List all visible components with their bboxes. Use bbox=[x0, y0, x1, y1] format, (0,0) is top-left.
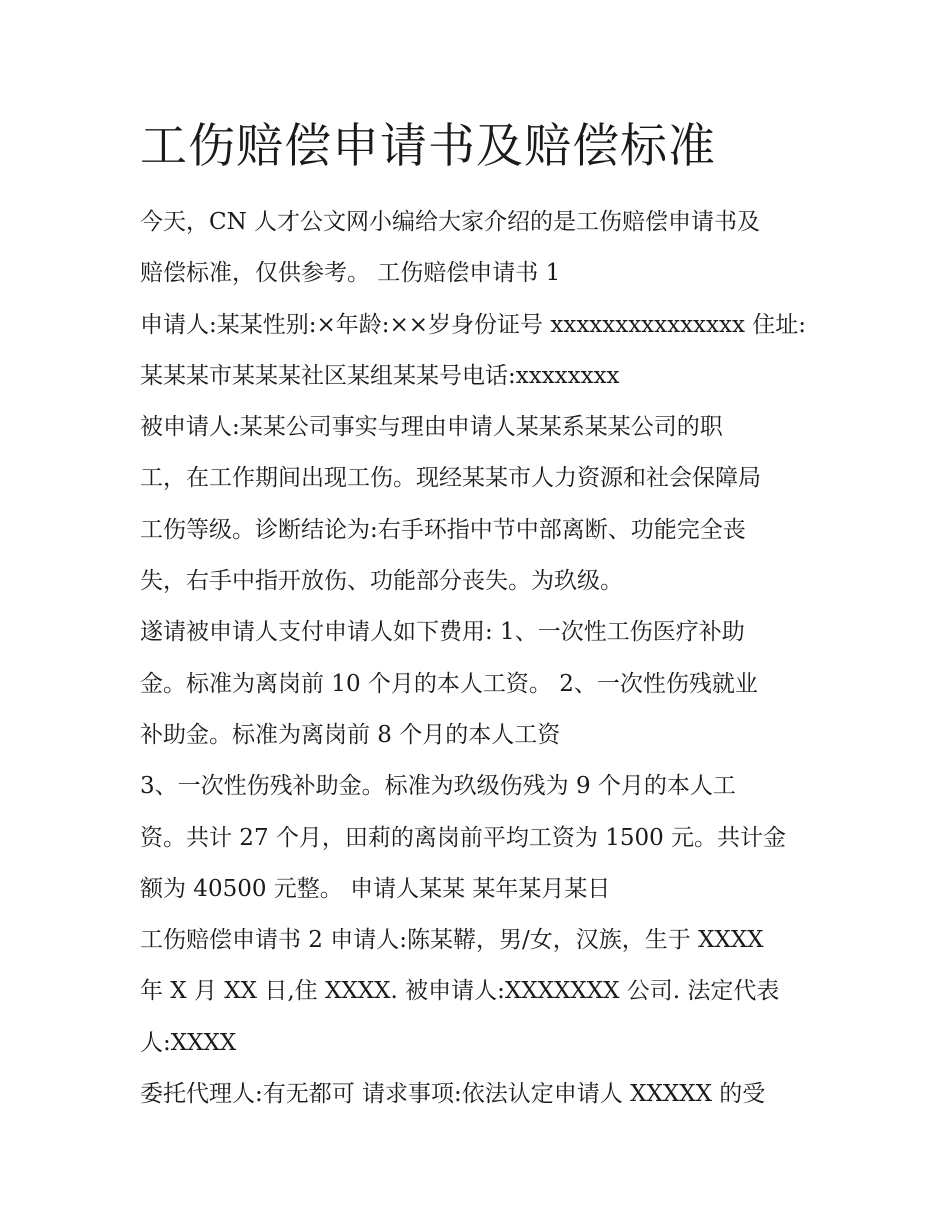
text-line: 委托代理人:有无都可 请求事项:依法认定申请人 XXXXX 的受 bbox=[140, 1081, 766, 1108]
document-title: 工伤赔偿申请书及赔偿标准 bbox=[140, 119, 716, 174]
text-line: 3、一次性伤残补助金。标准为玖级伤残为 9 个月的本人工 bbox=[140, 773, 736, 800]
text-line: 被申请人:某某公司事实与理由申请人某某系某某公司的职 bbox=[140, 414, 723, 441]
text-line: 某某某市某某某社区某组某某号电话:xxxxxxxx bbox=[140, 362, 620, 389]
text-line: 资。共计 27 个月，田莉的离岗前平均工资为 1500 元。共计金 bbox=[140, 824, 787, 851]
text-line: 申请人:某某性别:×年龄:××岁身份证号 xxxxxxxxxxxxxxx 住址: bbox=[140, 311, 807, 338]
document-body bbox=[140, 197, 820, 1120]
text-line: 金。标准为离岗前 10 个月的本人工资。 2、一次性伤残就业 bbox=[140, 670, 758, 697]
text-line: 额为 40500 元整。 申请人某某 某年某月某日 bbox=[140, 875, 611, 902]
text-line: 工，在工作期间出现工伤。现经某某市人力资源和社会保障局 bbox=[140, 465, 761, 492]
text-line: 人:XXXX bbox=[140, 1029, 237, 1056]
text-line: 工伤赔偿申请书 2 申请人:陈某鞯，男/女，汉族，生于 XXXX bbox=[140, 927, 764, 954]
text-line: 今天，CN 人才公文网小编给大家介绍的是工伤赔偿申请书及 bbox=[140, 209, 761, 235]
text-line: 年 X 月 XX 日,住 XXXX. 被申请人:XXXXXXX 公司. 法定代表 bbox=[140, 978, 780, 1005]
text-line: 失，右手中指开放伤、功能部分丧失。为玖级。 bbox=[140, 568, 623, 595]
text-line: 赔偿标准，仅供参考。 工伤赔偿申请书 1 bbox=[140, 260, 561, 287]
text-line: 工伤等级。诊断结论为:右手环指中节中部离断、功能完全丧 bbox=[140, 516, 746, 543]
text-line: 补助金。标准为离岗前 8 个月的本人工资 bbox=[140, 721, 561, 748]
text-line: 遂请被申请人支付申请人如下费用: 1、一次性工伤医疗补助 bbox=[140, 619, 745, 646]
